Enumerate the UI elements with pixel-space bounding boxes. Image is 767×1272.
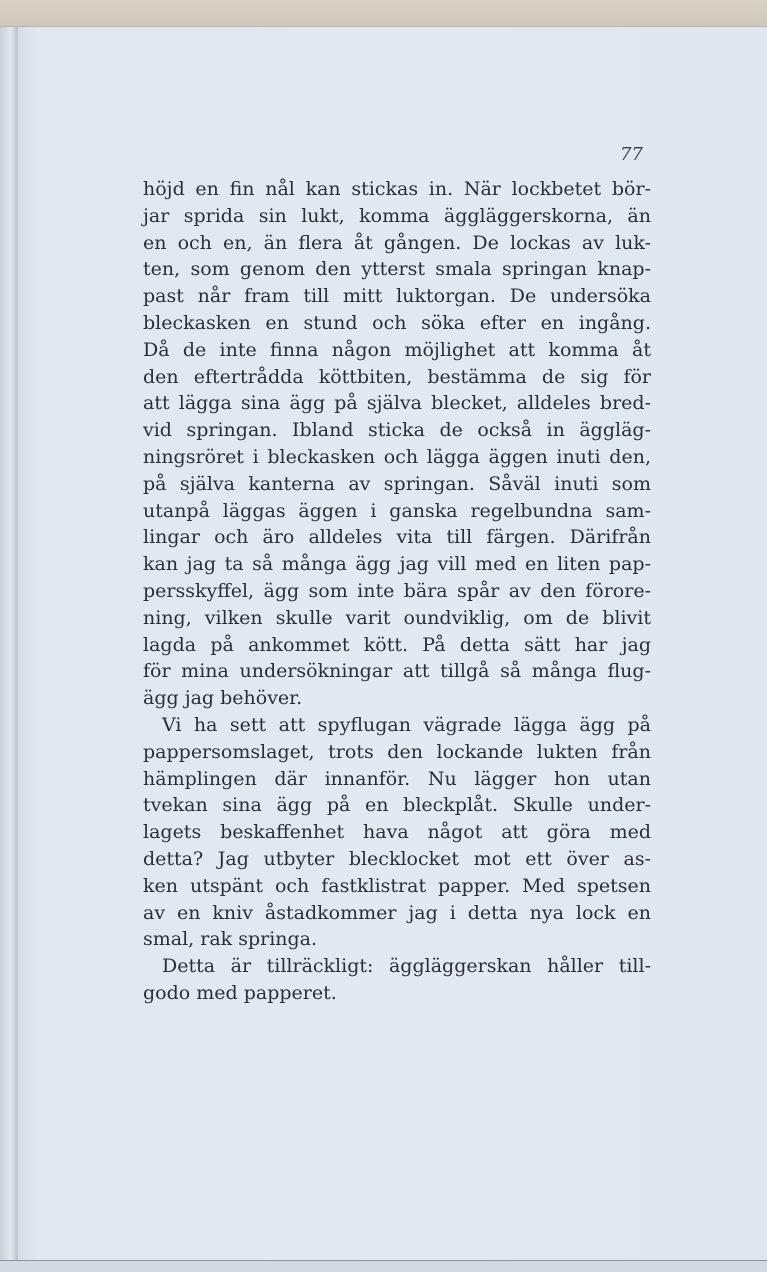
text-line: höjd en fin nål kan stickas in. När lockbetet bör- bbox=[143, 178, 651, 200]
page-spine-edge bbox=[0, 27, 18, 1271]
text-line: utanpå läggas äggen i ganska regelbundna sam- bbox=[143, 499, 651, 522]
text-line: en och en, än flera åt gången. De lockas av luk- bbox=[143, 231, 651, 254]
text-line: hämplingen där innanför. Nu lägger hon utan bbox=[143, 767, 651, 790]
text-line: past når fram till mitt luktorgan. De undersöka bbox=[143, 285, 651, 308]
text-line: lingar och äro alldeles vita till färgen. Därifrån bbox=[143, 526, 651, 549]
text-line: för mina undersökningar att tillgå så många flug- bbox=[143, 660, 651, 683]
scanner-top-strip bbox=[0, 0, 767, 27]
text-line: ning, vilken skulle varit oundviklig, om de blivit bbox=[143, 606, 651, 629]
text-line: lagets beskaffenhet hava något att göra med bbox=[143, 821, 651, 844]
text-line: persskyffel, ägg som inte bära spår av den förore- bbox=[143, 579, 651, 602]
text-line: Detta är tillräckligt: äggläggerskan håller till- bbox=[162, 955, 651, 978]
text-line: den eftertrådda köttbiten, bestämma de sig för bbox=[143, 365, 651, 388]
text-line: tvekan sina ägg på en bleckplåt. Skulle under- bbox=[143, 794, 651, 817]
page-number: 77 bbox=[620, 144, 643, 165]
text-line: ningsröret i bleckasken och lägga äggen inuti den, bbox=[143, 445, 651, 468]
text-line: att lägga sina ägg på själva blecket, alldeles bred- bbox=[143, 392, 651, 415]
page-bottom-edge bbox=[0, 1260, 767, 1272]
text-line: godo med papperet. bbox=[143, 981, 337, 1004]
body-text bbox=[143, 176, 651, 1007]
text-line: Vi ha sett att spyflugan vägrade lägga ägg på bbox=[162, 713, 651, 736]
text-line: ken utspänt och fastklistrat papper. Med spetsen bbox=[143, 874, 651, 897]
text-line: vid springan. Ibland sticka de också in äggläg- bbox=[143, 419, 651, 442]
text-line: detta? Jag utbyter blecklocket mot ett över as- bbox=[143, 847, 651, 870]
text-line: ten, som genom den ytterst smala springan knap- bbox=[143, 258, 651, 281]
text-line: lagda på ankommet kött. På detta sätt har jag bbox=[143, 633, 651, 656]
text-line: smal, rak springa. bbox=[143, 928, 318, 951]
text-line: pappersomslaget, trots den lockande lukten från bbox=[143, 740, 651, 763]
text-line: på själva kanterna av springan. Såväl inuti som bbox=[143, 472, 651, 495]
text-line: kan jag ta så många ägg jag vill med en liten pap- bbox=[143, 553, 651, 576]
text-line: ägg jag behöver. bbox=[143, 687, 303, 710]
text-line: bleckasken en stund och söka efter en ingång. bbox=[143, 311, 651, 334]
text-line: jar sprida sin lukt, komma äggläggerskorna, än bbox=[143, 204, 651, 227]
text-line: av en kniv åstadkommer jag i detta nya lock en bbox=[143, 901, 651, 924]
text-line: Då de inte finna någon möjlighet att komma åt bbox=[143, 338, 651, 361]
